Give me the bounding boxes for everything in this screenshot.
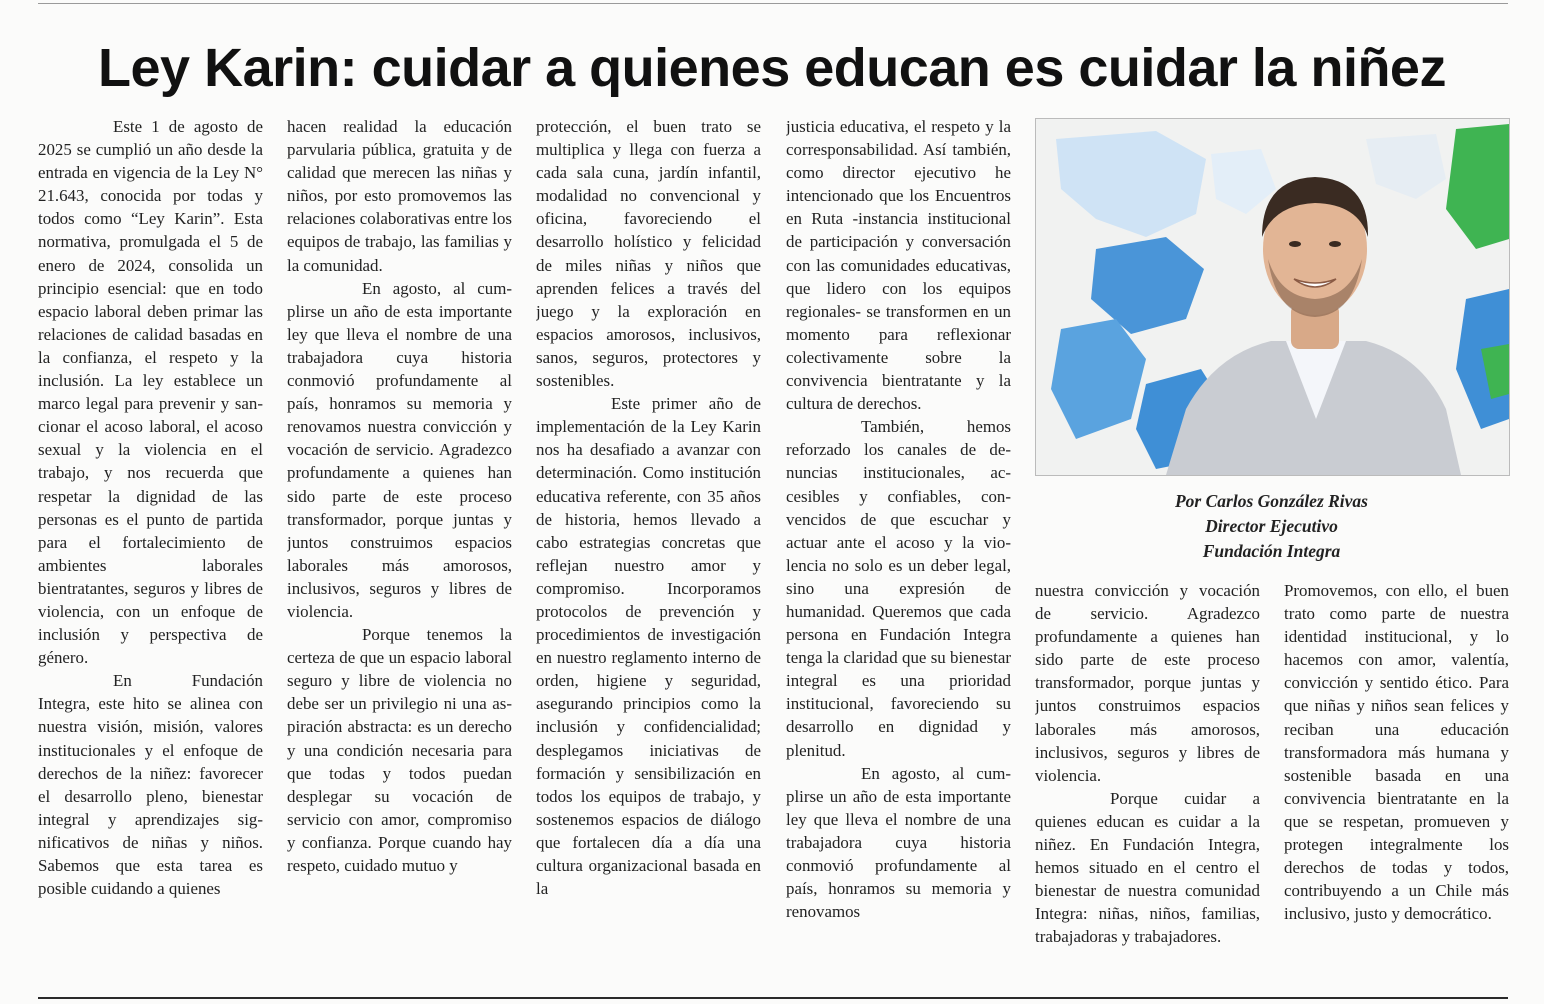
bottom-rule [38, 997, 1508, 999]
caption-byline: Por Carlos González Rivas [1174, 491, 1368, 511]
caption-role: Director Ejecutivo [1205, 516, 1338, 536]
paragraph: Promovemos, con ello, el buen trato como parte de nuestra identidad institucional, y lo hacemos con amor, valentía, convicción y sentido ético. Para que niñas y niños sean felices y reciban una educación transformadora más humana y sostenible basada en una convivencia bientratante en la que se respetan, promueven y protegen integralmente los derechos de todas y todos, contribuyendo a un Chile más inclusivo, justo y democrático. [1284, 581, 1509, 924]
paragraph: nuestra convicción y vocación de servicio. Agradezco profundamente a quienes han sido parte de este proceso transformador, porque juntas y juntos construimos espacios laborales más amorosos, inclusivos, seguros y libres de violencia. [1035, 581, 1260, 785]
paragraph: hacen realidad la educación parvularia pública, gratuita y de calidad que merecen las niñas y niños, por esto promovemos las relaciones colaborativas entre los equipos de trabajo, las familias y la comunidad. [287, 117, 512, 275]
article-column-6 [1284, 579, 1509, 975]
caption-organization: Fundación Integra [1202, 541, 1341, 561]
paragraph: En agosto, al cumplirse un año de esta importante ley que lleva el nombre de una trabajadora cuya historia conmovió profundamente al país, honramos su memoria y renovamos [786, 763, 1011, 922]
article-column-2 [287, 115, 512, 975]
photo-caption [1035, 489, 1508, 564]
article-column-5 [1035, 579, 1260, 975]
paragraph: Porque tenemos la certeza de que un espacio laboral seguro y libre de violencia no debe ser un privilegio ni una aspiración abstracta: es un derecho y una condición necesaria para que todas y todos puedan desplegar su vocación de servicio con amor, compromiso y confianza. Porque cuando hay respeto, cuidado mutuo y [287, 625, 512, 875]
paragraph: protección, el buen trato se multiplica y llega con fuerza a cada sala cuna, jardín infantil, modalidad no convencional y oficina, favoreciendo el desarrollo holístico y felicidad de miles niñas y niños que aprenden felices a través del juego y la exploración en espacios amorosos, inclusivos, sanos, seguros, protectores y sostenibles. [536, 117, 761, 391]
paragraph: También, hemos reforzado los canales de denuncias institucionales, accesibles y confiables, convencidos de que escuchar y actuar ante el acoso y la violencia no solo es un deber legal, sino una expresión de humanidad. Queremos que cada persona en Fundación Integra tenga la claridad que su bienestar integral es una prioridad institucional, favoreciendo su desarrollo en dignidad y plenitud. [786, 417, 1011, 760]
article-column-3 [536, 115, 761, 975]
author-photo [1035, 118, 1510, 476]
eye [1329, 241, 1341, 247]
eye [1289, 241, 1301, 247]
paragraph: Este primer año de implementación de la Ley Karin nos ha desafiado a avanzar con determinación. Como institución educativa referente, con 35 años de historia, hemos llevado a cabo estrategias concretas que reflejan nuestro amor y compromiso. Incorporamos protocolos de prevención y procedimientos de investigación en nuestro reglamento interno de orden, higiene y seguridad, asegurando principios como la inclusión y confidencialidad; desplegamos iniciativas de formación y sensibilización en todos los equipos de trabajo, y sostenemos espacios de diálogo que fortalecen día a día una cultura organizacional basada en la [536, 394, 761, 899]
paragraph: justicia educativa, el respeto y la corresponsabilidad. Así también, como director ejecutivo he intencionado que los Encuentros en Ruta -instancia institucional de participación y conversación con las comunidades educativas, que lidero con los equipos regionales- se transformen en un momento para reflexionar colectivamente sobre la convivencia bientratante y la cultura de derechos. [786, 117, 1011, 414]
paragraph: Este 1 de agosto de 2025 se cumplió un año desde la entrada en vigencia de la Ley N° 21.643, conocida por todas y todos como “Ley Karin”. Esta normativa, promulgada el 5 de enero de 2024, consolida un principio esencial: que en todo espacio laboral deben primar las relaciones de calidad basadas en la confianza, el respeto y la inclusión. La ley establece un marco legal para prevenir y sancionar el acoso laboral, el acoso sexual y la violencia en el trabajo, y nos recuerda que respetar la dignidad de las personas es el punto de partida para el fortalecimiento de ambientes laborales bientratantes, seguros y libres de violencia, con un enfoque de inclusión y perspectiva de género. [38, 117, 263, 668]
article-column-1 [38, 115, 263, 975]
paragraph: En Fundación Integra, este hito se alinea con nuestra visión, misión, valores institucionales y el enfoque de derechos de la niñez: favorecer el desarrollo pleno, bienestar integral y aprendizajes significativos de niñas y niños. Sabemos que esta tarea es posible cuidando a quienes [38, 671, 263, 899]
headline: Ley Karin: cuidar a quienes educan es cuidar la niñez [98, 38, 1446, 98]
top-rule [38, 3, 1508, 4]
paragraph: En agosto, al cumplirse un año de esta importante ley que lleva el nombre de una trabajadora cuya historia conmovió profundamente al país, honramos su memoria y renovamos nuestra convicción y vocación de servicio. Agradezco profundamente a quienes han sido parte de este proceso transformador, porque juntas y juntos construimos espacios laborales más amorosos, inclusivos, seguros y libres de violencia. [287, 278, 512, 621]
article-column-4 [786, 115, 1011, 975]
paragraph: Porque cuidar a quienes educan es cuidar a la niñez. En Fundación Integra, hemos situado en el centro el bienestar de nuestra comunidad Integra: niñas, niños, familias, trabajadoras y trabajadores. [1035, 788, 1260, 947]
author-portrait-illustration [1036, 119, 1509, 475]
